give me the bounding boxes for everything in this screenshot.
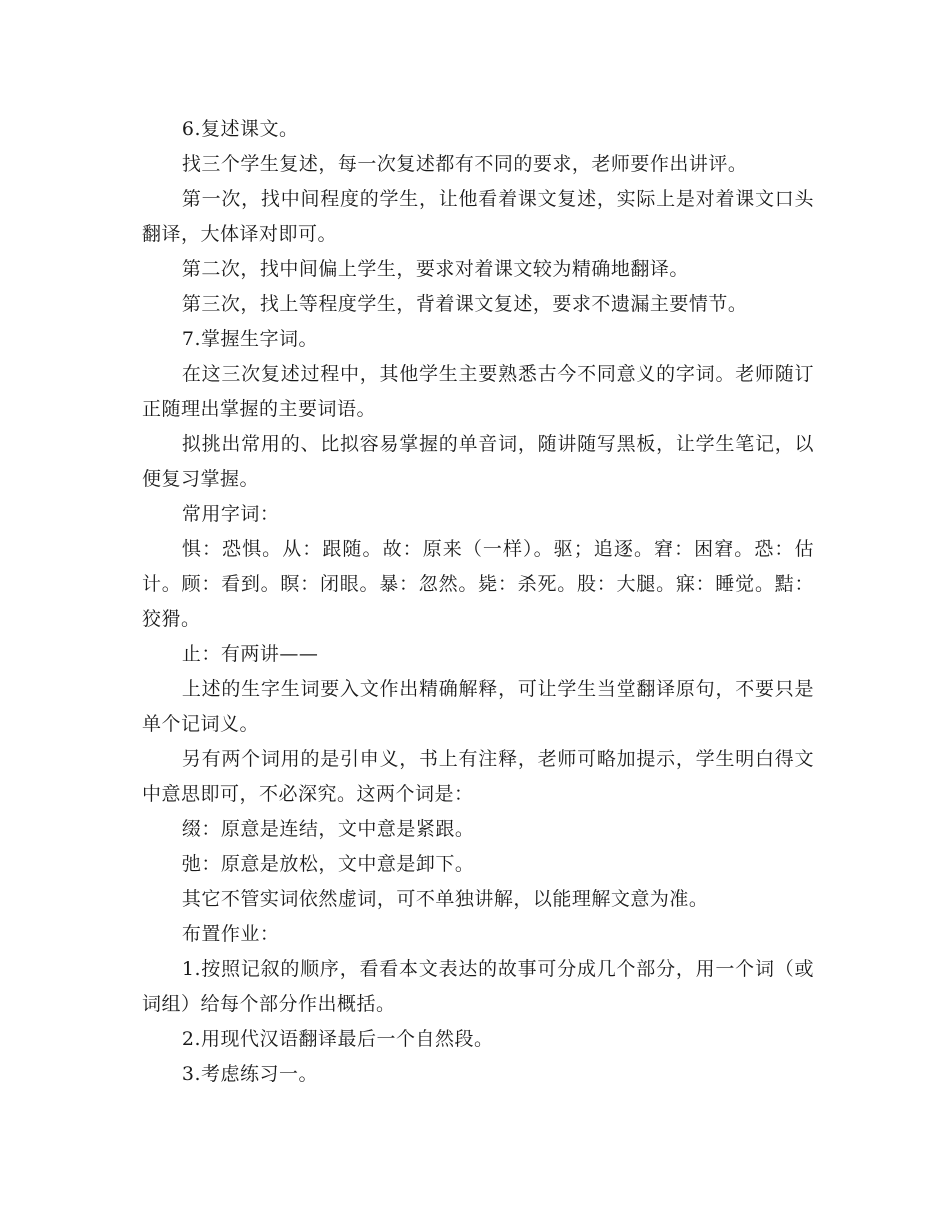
paragraph: 第二次，找中间偏上学生，要求对着课文较为精确地翻译。 xyxy=(181,258,689,280)
paragraph: 在这三次复述过程中，其他学生主要熟悉古今不同意义的字词。老师随订正随理出掌握的主要词语。 xyxy=(142,363,814,420)
label-common-words: 常用字词： xyxy=(181,503,280,525)
paragraph: 找三个学生复述，每一次复述都有不同的要求，老师要作出讲评。 xyxy=(181,153,748,175)
document-body xyxy=(142,112,814,1092)
paragraph: 第一次，找中间程度的学生，让他看着课文复述，实际上是对着课文口头翻译，大体译对即可。 xyxy=(142,188,814,245)
paragraph: 止：有两讲—— xyxy=(181,643,319,665)
homework-item: 1.按照记叙的顺序，看看本文表达的故事可分成几个部分，用一个词（或词组）给每个部分作出概括。 xyxy=(142,958,814,1015)
homework-item: 2.用现代汉语翻译最后一个自然段。 xyxy=(181,1028,494,1050)
paragraph: 第三次，找上等程度学生，背着课文复述，要求不遗漏主要情节。 xyxy=(181,293,748,315)
heading-retell: 6.复述课文。 xyxy=(181,118,299,140)
paragraph: 拟挑出常用的、比拟容易掌握的单音词，随讲随写黑板，让学生笔记，以便复习掌握。 xyxy=(142,433,814,490)
homework-item: 3.考虑练习一。 xyxy=(181,1063,319,1085)
definition-item: 弛：原意是放松，文中意是卸下。 xyxy=(181,853,475,875)
word-list: 惧：恐惧。从：跟随。故：原来（一样）。驱；追逐。窘：困窘。恐：估计。顾：看到。瞑：闭眼。暴：忽然。毙：杀死。股：大腿。寐：睡觉。黠：狡猾。 xyxy=(142,538,814,630)
paragraph: 另有两个词用的是引申义，书上有注释，老师可略加提示，学生明白得文中意思即可，不必深究。这两个词是： xyxy=(142,748,814,805)
label-homework: 布置作业： xyxy=(181,923,280,945)
paragraph: 上述的生字生词要入文作出精确解释，可让学生当堂翻译原句，不要只是单个记词义。 xyxy=(142,678,814,735)
paragraph: 其它不管实词依然虚词，可不单独讲解，以能理解文意为准。 xyxy=(181,888,709,910)
definition-item: 缀：原意是连结，文中意是紧跟。 xyxy=(181,818,475,840)
heading-vocabulary: 7.掌握生字词。 xyxy=(181,328,319,350)
